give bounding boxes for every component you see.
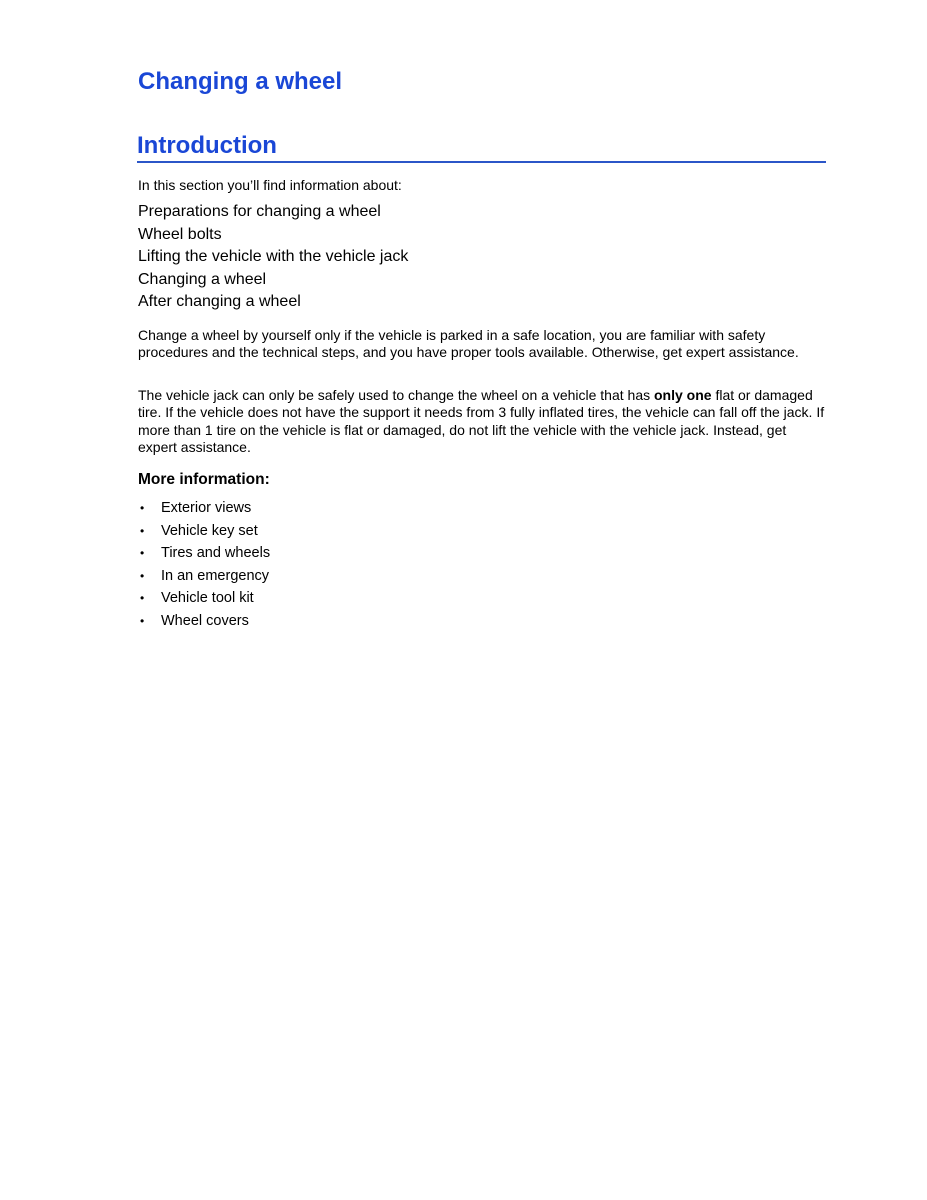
topic-list	[138, 201, 408, 314]
page-title: Changing a wheel	[138, 68, 343, 95]
more-info-link[interactable]: Exterior views	[161, 500, 252, 516]
topic-link[interactable]: Lifting the vehicle with the vehicle jack	[138, 248, 409, 266]
more-info-item[interactable]	[138, 520, 270, 543]
bullet-icon: •	[140, 546, 145, 561]
more-info-link[interactable]: Vehicle key set	[161, 522, 258, 539]
bullet-icon: •	[140, 591, 145, 606]
bullet-icon: •	[140, 613, 145, 628]
more-info-link[interactable]: Vehicle tool kit	[161, 590, 254, 607]
topic-link[interactable]: After changing a wheel	[138, 293, 301, 311]
topic-link[interactable]: Changing a wheel	[138, 270, 267, 288]
bullet-icon: •	[140, 523, 145, 538]
intro-text: In this section you’ll find information about:	[138, 177, 402, 193]
more-info-item[interactable]	[138, 587, 270, 610]
jack-warning-paragraph	[138, 387, 827, 457]
section-heading-introduction: Introduction	[137, 132, 826, 163]
topic-link[interactable]: Preparations for changing a wheel	[138, 203, 381, 220]
topic-link[interactable]: Wheel bolts	[138, 225, 222, 243]
bullet-icon: •	[140, 568, 145, 583]
more-info-item[interactable]	[138, 610, 270, 633]
more-information-list	[138, 497, 270, 633]
more-info-item[interactable]	[138, 497, 270, 520]
jack-warning-emphasis: only one	[654, 387, 712, 403]
more-info-link[interactable]: In an emergency	[161, 567, 270, 584]
jack-warning-text-continued: flat or damaged tire. If the vehicle does not have the support it needs from 3 fully inflated tires, the vehicle can fall off the jack. If more than 1 tire on the vehicle is flat or damaged, do not lift the vehicle with the vehicle jack. Instead, get expert assistance.	[138, 387, 825, 456]
more-information-heading: More information:	[138, 471, 270, 488]
more-info-item[interactable]	[138, 542, 270, 565]
bullet-icon: •	[140, 501, 145, 515]
more-info-link[interactable]: Wheel covers	[161, 612, 249, 629]
more-info-item[interactable]	[138, 565, 270, 588]
safety-paragraph: Change a wheel by yourself only if the vehicle is parked in a safe location, you are familiar with safety procedures and the technical steps, and you have proper tools available. Otherwise, get expert assistance.	[138, 327, 799, 361]
more-info-link[interactable]: Tires and wheels	[161, 545, 271, 562]
jack-warning-text: The vehicle jack can only be safely used to change the wheel on a vehicle that has	[138, 387, 654, 403]
